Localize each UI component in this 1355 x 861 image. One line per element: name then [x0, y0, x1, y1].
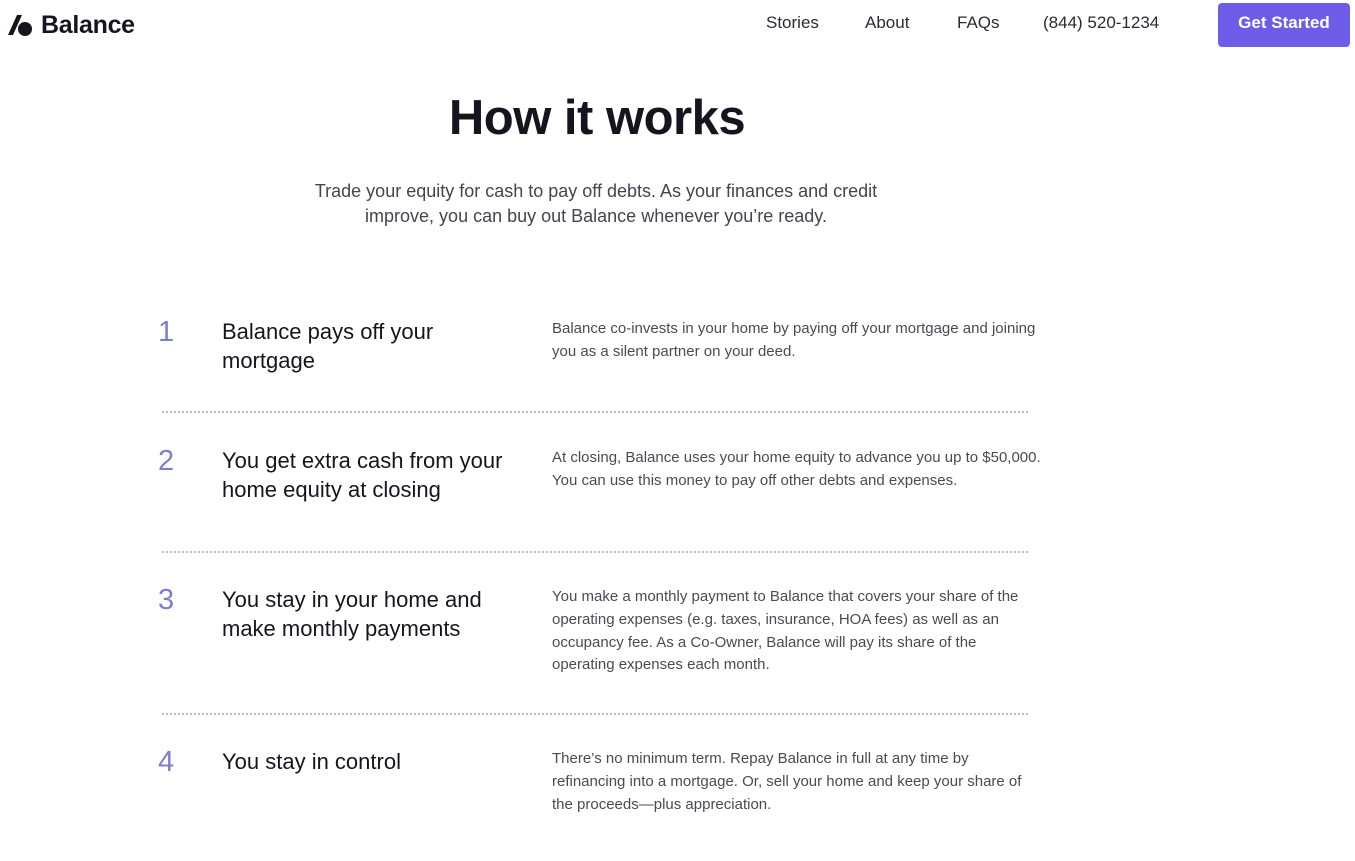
step-number: 1	[158, 316, 175, 348]
step-divider	[162, 713, 1028, 715]
balance-logo-icon	[6, 11, 34, 39]
step-description: At closing, Balance uses your home equity to advance you up to $50,000. You can use this money to pay off other debts and expenses.	[552, 449, 1041, 489]
brand-name: Balance	[41, 10, 135, 39]
step-title: Balance pays off your mortgage	[222, 319, 434, 373]
nav-about-link[interactable]: About	[865, 13, 910, 32]
page-title: How it works	[448, 91, 746, 145]
step-description: Balance co-invests in your home by paying off your mortgage and joining you as a silent partner on your deed.	[552, 320, 1036, 360]
step-title: You stay in your home and make monthly payments	[222, 587, 482, 641]
step-description: You make a monthly payment to Balance that covers your share of the operating expenses (e.g. taxes, insurance, HOA fees) as well as an occupancy fee. As a Co-Owner, Balance will pay its share of the operating expenses each month.	[552, 588, 1019, 674]
step-divider	[162, 551, 1028, 553]
step-title: You stay in control	[222, 749, 401, 774]
step-description: There’s no minimum term. Repay Balance in full at any time by refinancing into a mortgage. Or, sell your home and keep your share of the proceeds—plus appreciation.	[552, 750, 1022, 813]
step-title: You get extra cash from your home equity at closing	[222, 448, 503, 502]
brand-logo[interactable]	[6, 10, 135, 40]
get-started-button[interactable]: Get Started	[1218, 3, 1350, 47]
page-subtitle: Trade your equity for cash to pay off debts. As your finances and credit improve, you can buy out Balance whenever you’re ready.	[314, 181, 878, 226]
step-number: 3	[158, 584, 175, 616]
nav-faqs-link[interactable]: FAQs	[957, 13, 1000, 32]
step-number: 4	[158, 746, 175, 778]
nav-phone-link[interactable]: (844) 520-1234	[1043, 13, 1160, 32]
step-divider	[162, 411, 1028, 413]
step-number: 2	[158, 445, 175, 477]
nav-stories-link[interactable]: Stories	[766, 13, 819, 32]
site-header	[0, 0, 1355, 50]
